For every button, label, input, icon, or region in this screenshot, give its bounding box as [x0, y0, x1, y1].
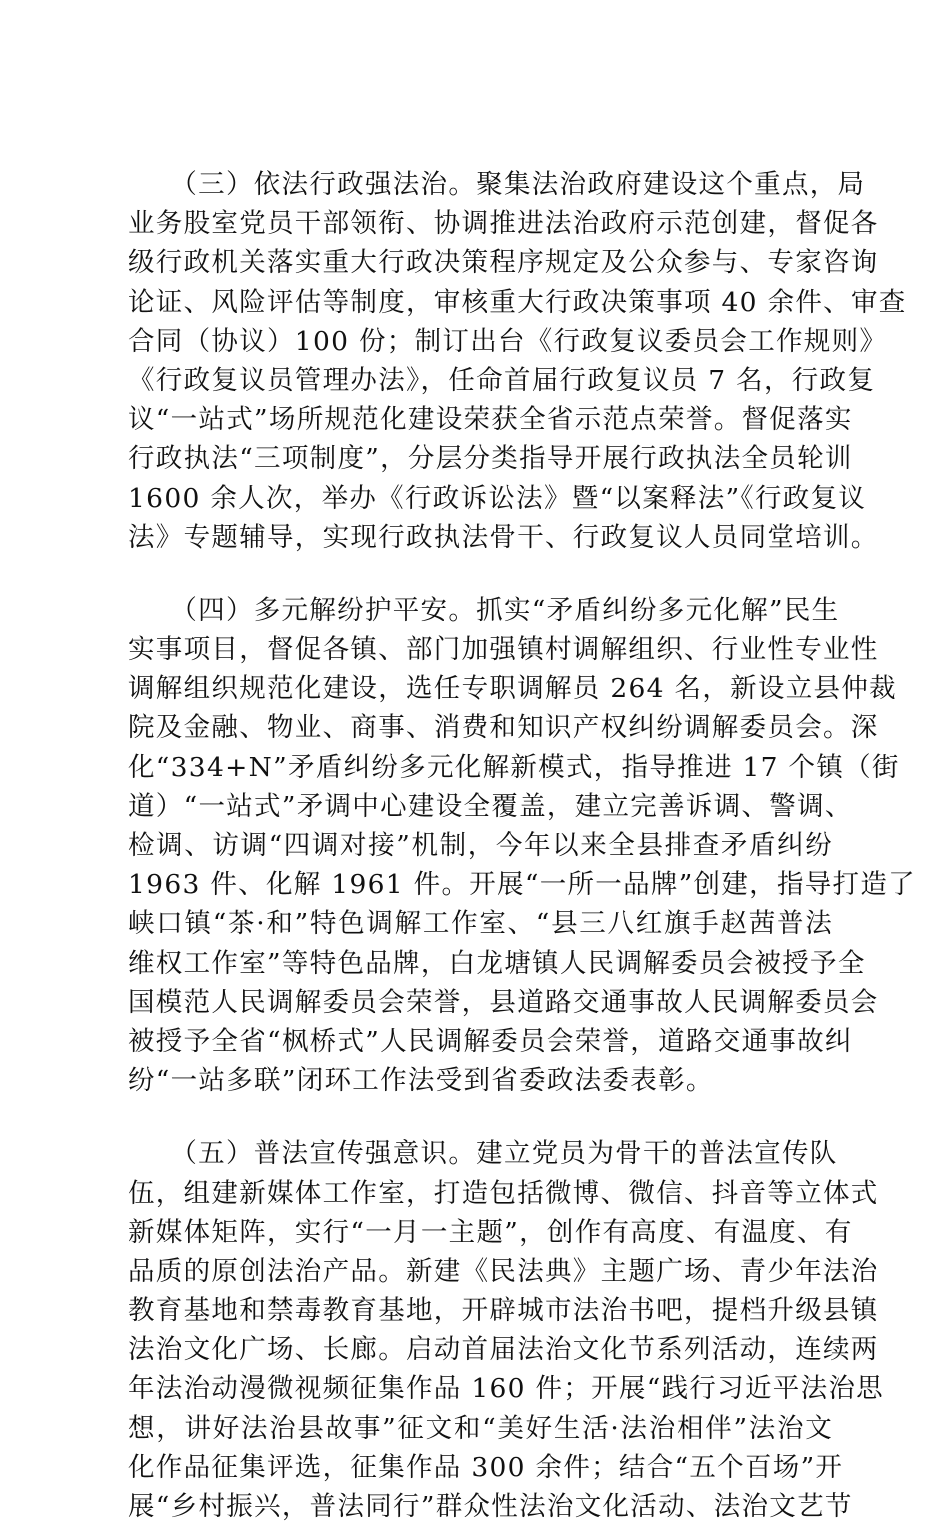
text-line: （三）依法行政强法治。聚集法治政府建设这个重点，局 [128, 169, 866, 200]
paragraph-legal-publicity [128, 1134, 884, 1526]
text-line: 合同（协议）100 份；制订出台《行政复议委员会工作规则》 [128, 325, 888, 357]
text-line: 1600 余人次，举办《行政诉讼法》暨“以案释法”《行政复议 [128, 482, 867, 514]
text-line: 论证、风险评估等制度，审核重大行政决策事项 40 余件、审查 [128, 286, 907, 318]
text-line: 新媒体矩阵，实行“一月一主题”，创作有高度、有温度、有 [128, 1216, 853, 1248]
paragraph-gap [128, 557, 833, 591]
text-line: 展“乡村振兴，普法同行”群众性法治文化活动、法治文艺节 [128, 1491, 853, 1522]
text-line: 法》专题辅导，实现行政执法骨干、行政复议人员同堂培训。 [128, 521, 879, 553]
text-line: 院及金融、物业、商事、消费和知识产权纠纷调解委员会。深 [128, 712, 879, 744]
text-line: 伍，组建新媒体工作室，打造包括微博、微信、抖音等立体式 [128, 1177, 879, 1209]
paragraph-dispute-resolution [128, 591, 916, 1100]
text-line: （五）普法宣传强意识。建立党员为骨干的普法宣传队 [128, 1138, 838, 1170]
text-line: 法治文化广场、长廊。启动首届法治文化节系列活动，连续两 [128, 1334, 879, 1366]
text-line: 想，讲好法治县故事”征文和“美好生活·法治相伴”法治文 [128, 1412, 833, 1444]
text-line: 维权工作室”等特色品牌，白龙塘镇人民调解委员会被授予全 [128, 947, 866, 979]
paragraph-gap [128, 1100, 833, 1134]
text-line: 被授予全省“枫桥式”人民调解委员会荣誉，道路交通事故纠 [128, 1025, 853, 1057]
text-line: 实事项目，督促各镇、部门加强镇村调解组织、行业性专业性 [128, 634, 879, 666]
text-line: 教育基地和禁毒教育基地，开辟城市法治书吧，提档升级县镇 [128, 1295, 879, 1327]
text-line: 品质的原创法治产品。新建《民法典》主题广场、青少年法治 [128, 1255, 879, 1287]
text-line: 峡口镇“茶·和”特色调解工作室、“县三八红旗手赵茜普法 [128, 908, 833, 940]
text-line: 1963 件、化解 1961 件。开展“一所一品牌”创建，指导打造了 [128, 869, 916, 901]
text-line: 化作品征集评选，征集作品 300 余件；结合“五个百场”开 [128, 1451, 844, 1483]
text-line: 道）“一站式”矛调中心建设全覆盖，建立完善诉调、警调、 [128, 790, 853, 822]
text-line: 议“一站式”场所规范化建设荣获全省示范点荣誉。督促落实 [128, 404, 853, 436]
text-line: 行政执法“三项制度”，分层分类指导开展行政执法全员轮训 [128, 443, 853, 475]
text-line: 国模范人民调解委员会荣誉，县道路交通事故人民调解委员会 [128, 986, 879, 1018]
text-line: 《行政复议员管理办法》，任命首届行政复议员 7 名，行政复 [128, 364, 876, 396]
text-line: 检调、访调“四调对接”机制，今年以来全县排查矛盾纠纷 [128, 830, 833, 861]
text-line: 调解组织规范化建设，选任专职调解员 264 名，新设立县仲裁 [128, 673, 897, 705]
text-line: （四）多元解纷护平安。抓实“矛盾纠纷多元化解”民生 [128, 594, 840, 626]
text-line: 年法治动漫微视频征集作品 160 件；开展“践行习近平法治思 [128, 1373, 884, 1405]
document-body [128, 165, 916, 1526]
text-line: 纷“一站多联”闭环工作法受到省委政法委表彰。 [128, 1065, 714, 1097]
text-line: 业务股室党员干部领衔、协调推进法治政府示范创建，督促各 [128, 208, 879, 240]
text-line: 化“334+N”矛盾纠纷多元化解新模式，指导推进 17 个镇（街 [128, 751, 900, 783]
paragraph-rule-of-law-administration [128, 165, 907, 557]
text-line: 级行政机关落实重大行政决策程序规定及公众参与、专家咨询 [128, 247, 879, 279]
